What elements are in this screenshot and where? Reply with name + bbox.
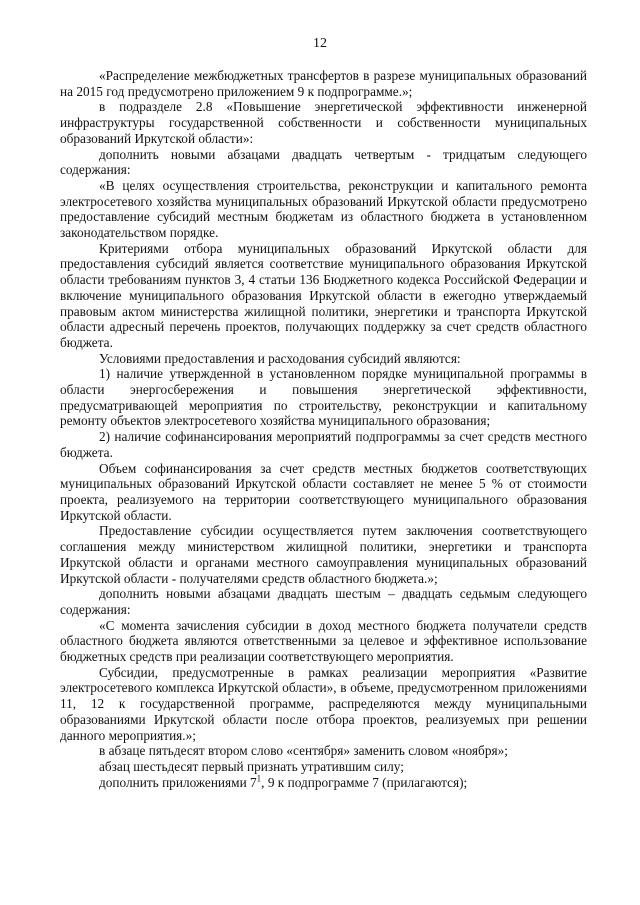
last-paragraph-tail: , 9 к подпрограмме 7 (прилагаются); — [261, 774, 468, 790]
paragraph: в подразделе 2.8 «Повышение энергетической эффективности инженерной инфраструктуры государственной собственности и собственности муниципальных образований Иркутской области»: — [60, 99, 587, 146]
paragraph: Предоставление субсидии осуществляется путем заключения соответствующего соглашения между министерством жилищной политики, энергетики и транспорта Иркутской области и органами местного самоуправления муниципальных образований Иркутской области - получателями средств областного бюджета.»; — [60, 523, 587, 586]
paragraph: 1) наличие утвержденной в установленном порядке муниципальной программы в области энергосбережения и повышения энергетической эффективности, предусматривающей мероприятия по строительству, реконструкции и капитальному ремонту объектов электросетевого хозяйства муниципального образования; — [60, 366, 587, 429]
paragraph: 2) наличие софинансирования мероприятий подпрограммы за счет средств местного бюджета. — [60, 429, 587, 460]
paragraph: абзац шестьдесят первый признать утратившим силу; — [99, 758, 404, 774]
paragraph: Субсидии, предусмотренные в рамках реализации мероприятия «Развитие электросетевого комплекса Иркутской области», в объеме, предусмотренном приложениями 11, 12 к государственной программе, распределяются между муниципальными образованиями Иркутской области после отбора проектов, реализуемых при решении данного мероприятия.»; — [60, 664, 587, 743]
paragraph: в абзаце пятьдесят втором слово «сентября» заменить словом «ноября»; — [99, 743, 508, 759]
paragraph: «Распределение межбюджетных трансфертов в разрезе муниципальных образований на 2015 год предусмотрено приложением 9 к подпрограмме.»; — [60, 68, 587, 99]
paragraph: Условиями предоставления и расходования субсидий являются: — [99, 350, 461, 366]
paragraph: «С момента зачисления субсидии в доход местного бюджета получатели средств областного бюджета являются ответственными за целевое и эффективное использование бюджетных средств при реализации соответствующего мероприятия. — [60, 617, 587, 665]
superscript-index: 1 — [256, 773, 262, 784]
paragraph-last — [60, 775, 587, 791]
page-number: 12 — [313, 36, 327, 51]
last-paragraph-text: дополнить приложениями 7 — [99, 774, 257, 790]
paragraph: Объем софинансирования за счет средств местных бюджетов соответствующих муниципальных образований Иркутской области составляет не менее 5 % от стоимости проекта, реализуемого на территории соответствующего муниципального образования Иркутской области. — [60, 460, 587, 523]
document-body — [60, 68, 587, 790]
paragraph: дополнить новыми абзацами двадцать четвертым - тридцатым следующего содержания: — [60, 146, 587, 178]
paragraph: дополнить новыми абзацами двадцать шестым – двадцать седьмым следующего содержания: — [60, 586, 587, 617]
paragraph: «В целях осуществления строительства, реконструкции и капитального ремонта электросетевого хозяйства муниципальных образований Иркутской области предусмотрено предоставление субсидий местным бюджетам из областного бюджета в установленном законодательством порядке. — [60, 177, 587, 241]
paragraph: Критериями отбора муниципальных образований Иркутской области для предоставления субсидий является соответствие муниципального образования Иркутской области требованиям пунктов 3, 4 статьи 136 Бюджетного кодекса Российской Федерации и включение муниципального образования Иркутской области в ежегодно утверждаемый правовым актом министерства жилищной политики, энергетики и транспорта Иркутской области адресный перечень проектов, получающих поддержку за счет средств областного бюджета. — [60, 240, 587, 350]
